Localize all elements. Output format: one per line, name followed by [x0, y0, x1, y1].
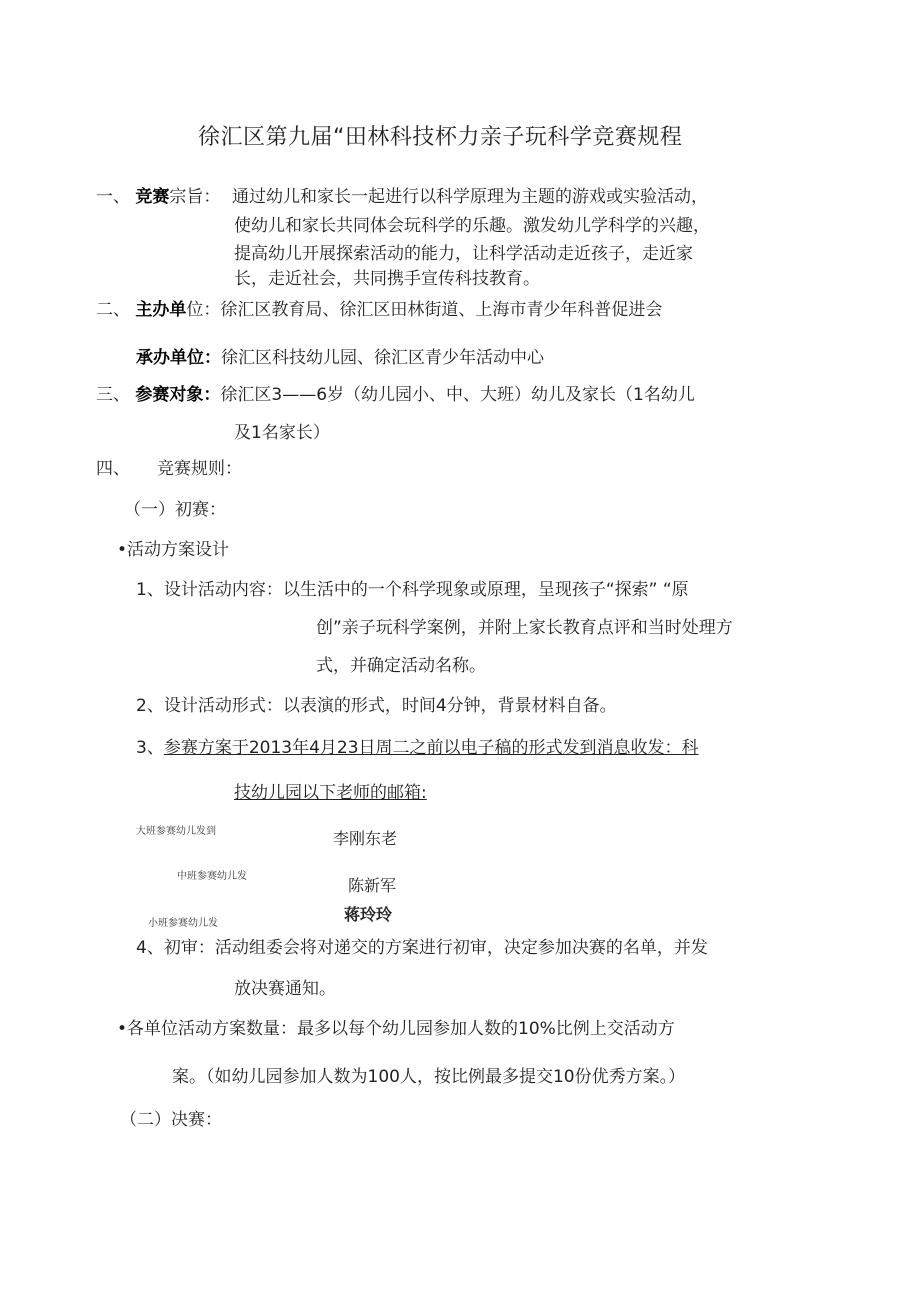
- item-1-line: 创”亲子玩科学案例，并附上家长教育点评和当时处理方: [316, 618, 733, 638]
- section-1-line: 长，走近社会，共同携手宣传科技教育。: [234, 269, 540, 289]
- section-2-organizer: 承办单位：徐汇区科技幼儿园、徐汇区青少年活动中心: [136, 348, 544, 368]
- table-cell-class: 小班参赛幼儿发: [148, 918, 218, 929]
- section-1-line: 使幼儿和家长共同体会玩科学的乐趣。激发幼儿学科学的兴趣，: [234, 216, 710, 236]
- section-1-line: 提高幼儿开展探索活动的能力，让科学活动走近孩子，走近家: [234, 244, 693, 264]
- table-cell-teacher: 陈新军: [348, 876, 397, 895]
- table-cell-class: 中班参赛幼儿发: [177, 871, 247, 882]
- item-3-line: 技幼儿园以下老师的邮箱:: [234, 783, 427, 803]
- final-heading: （二）决赛：: [120, 1110, 222, 1130]
- table-cell-teacher: 李刚东老: [333, 829, 398, 848]
- item-1: 1、设计活动内容：以生活中的一个科学现象或原理，呈现孩子“探索” “原: [136, 580, 689, 600]
- section-4: 四、 竞赛规则：: [96, 459, 243, 479]
- page-title: 徐汇区第九届“田林科技杯力亲子玩科学竞赛规程: [198, 125, 683, 150]
- item-3: 3、参赛方案于2013年4月23日周二之前以电子稿的形式发到消息收发：科: [136, 738, 699, 758]
- item-4-line: 放决赛通知。: [234, 979, 336, 999]
- section-2: 二、 主办单位：徐汇区教育局、徐汇区田林街道、上海市青少年科普促进会: [96, 300, 663, 320]
- section-1-line: 通过幼儿和家长一起进行以科学原理为主题的游戏或实验活动，: [232, 187, 708, 207]
- bullet-plan-quantity-line: 案。（如幼儿园参加人数为100人，按比例最多提交10份优秀方案。）: [172, 1067, 686, 1087]
- section-1-heading: 一、 竞赛宗旨：: [96, 187, 221, 207]
- table-cell-class: 大班参赛幼儿发到: [136, 826, 216, 837]
- table-cell-teacher: 蒋玲玲: [344, 905, 393, 924]
- bullet-plan-quantity: •各单位活动方案数量：最多以每个幼儿园参加人数的10%比例上交活动方: [117, 1019, 675, 1039]
- bullet-plan-design: •活动方案设计: [117, 540, 230, 560]
- section-3-line: 及1名家长）: [234, 423, 330, 443]
- item-2: 2、设计活动形式：以表演的形式，时间4分钟，背景材料自备。: [136, 696, 617, 716]
- preliminary-heading: （一）初赛：: [124, 500, 226, 520]
- section-3: 三、 参赛对象：徐汇区3——6岁（幼儿园小、中、大班）幼儿及家长（1名幼儿: [96, 385, 695, 405]
- item-4: 4、初审：活动组委会将对递交的方案进行初审，决定参加决赛的名单，并发: [136, 938, 708, 958]
- item-1-line: 式，并确定活动名称。: [316, 656, 486, 676]
